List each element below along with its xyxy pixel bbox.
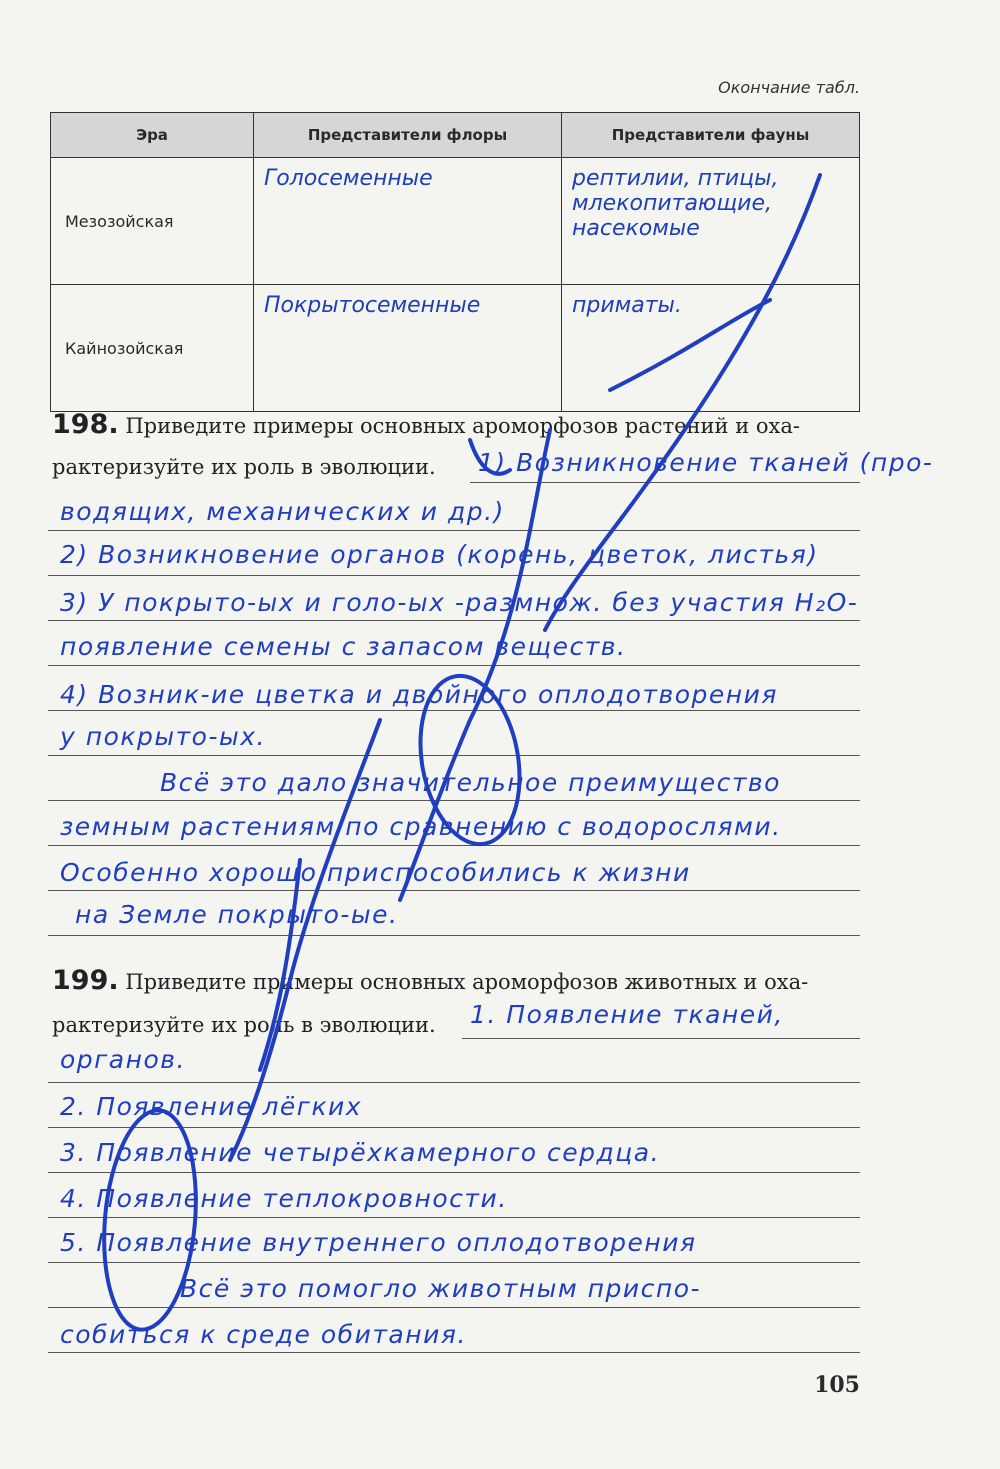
ruled-line [48, 845, 860, 846]
ruled-line [48, 890, 860, 891]
ruled-line [48, 620, 860, 621]
answer-198-line: 2) Возникновение органов (корень, цветок, листья) [60, 540, 819, 569]
header-flora: Представители флоры [254, 113, 562, 158]
page-number: 105 [814, 1372, 860, 1398]
answer-199-line: 1. Появление тканей, [470, 1000, 784, 1029]
answer-198-line: появление семены с запасом веществ. [60, 632, 627, 661]
task-199-question-cont [52, 1010, 436, 1040]
ruled-line [48, 575, 860, 576]
answer-199-line: 2. Появление лёгких [60, 1092, 363, 1121]
task-198-question [52, 410, 800, 441]
answer-198-line: водящих, механических и др.) [60, 497, 505, 526]
ruled-line [48, 1082, 860, 1083]
flora-cell: Покрытосеменные [254, 285, 562, 412]
answer-199-line: 4. Появление теплокровности. [60, 1184, 508, 1213]
answer-198-line: 4) Возник-ие цветка и двойного оплодотворения [60, 680, 778, 709]
ruled-line [48, 710, 860, 711]
ruled-line [48, 755, 860, 756]
answer-199-line: Всё это помогло животным приспо- [180, 1274, 702, 1303]
task-198-number: 198. [52, 409, 119, 440]
answer-199-line: 3. Появление четырёхкамерного сердца. [60, 1138, 661, 1167]
era-cell: Мезозойская [51, 158, 254, 285]
answer-198-line: земным растениям по сравнению с водорослями. [60, 812, 782, 841]
task-199-question-line2: рактеризуйте их роль в эволюции. [52, 1013, 436, 1037]
task-199-question [52, 966, 808, 997]
task-199-number: 199. [52, 965, 119, 996]
task-198-question-line1: Приведите примеры основных ароморфозов растений и оха- [125, 414, 800, 438]
task-199-question-line1: Приведите примеры основных ароморфозов животных и оха- [125, 970, 809, 994]
task-198-question-line2: рактеризуйте их роль в эволюции. [52, 455, 436, 479]
answer-198-line: Особенно хорошо приспособились к жизни [60, 858, 691, 887]
ruled-line [48, 935, 860, 936]
task-198-question-cont [52, 452, 436, 482]
ruled-line [48, 1127, 860, 1128]
answer-198-line: Всё это дало значительное преимущество [160, 768, 781, 797]
table-caption: Окончание табл. [718, 78, 860, 97]
answer-198-line: у покрыто-ых. [60, 722, 266, 751]
eras-table [50, 112, 860, 412]
ruled-line [470, 482, 860, 483]
ruled-line [48, 800, 860, 801]
header-era: Эра [51, 113, 254, 158]
ruled-line [48, 1352, 860, 1353]
answer-199-line: органов. [60, 1045, 186, 1074]
answer-198-line: 3) У покрыто-ых и голо-ых -размнож. без участия H₂O- [60, 588, 859, 617]
fauna-cell: рептилии, птицы, млекопитающие, насекомые [562, 158, 860, 285]
flora-cell: Голосеменные [254, 158, 562, 285]
table-row [51, 158, 860, 285]
ruled-line [48, 1262, 860, 1263]
table-row [51, 285, 860, 412]
ruled-line [48, 530, 860, 531]
ruled-line [48, 1307, 860, 1308]
era-cell: Кайнозойская [51, 285, 254, 412]
ruled-line [48, 1217, 860, 1218]
answer-199-line: собиться к среде обитания. [60, 1320, 467, 1349]
answer-198-line: на Земле покрыто-ые. [75, 900, 399, 929]
ruled-line [48, 1172, 860, 1173]
header-fauna: Представители фауны [562, 113, 860, 158]
answer-199-line: 5. Появление внутреннего оплодотворения [60, 1228, 697, 1257]
ruled-line [462, 1038, 860, 1039]
fauna-cell: приматы. [562, 285, 860, 412]
ruled-line [48, 665, 860, 666]
table-header-row [51, 113, 860, 158]
answer-198-line: 1) Возникновение тканей (про- [478, 448, 934, 477]
